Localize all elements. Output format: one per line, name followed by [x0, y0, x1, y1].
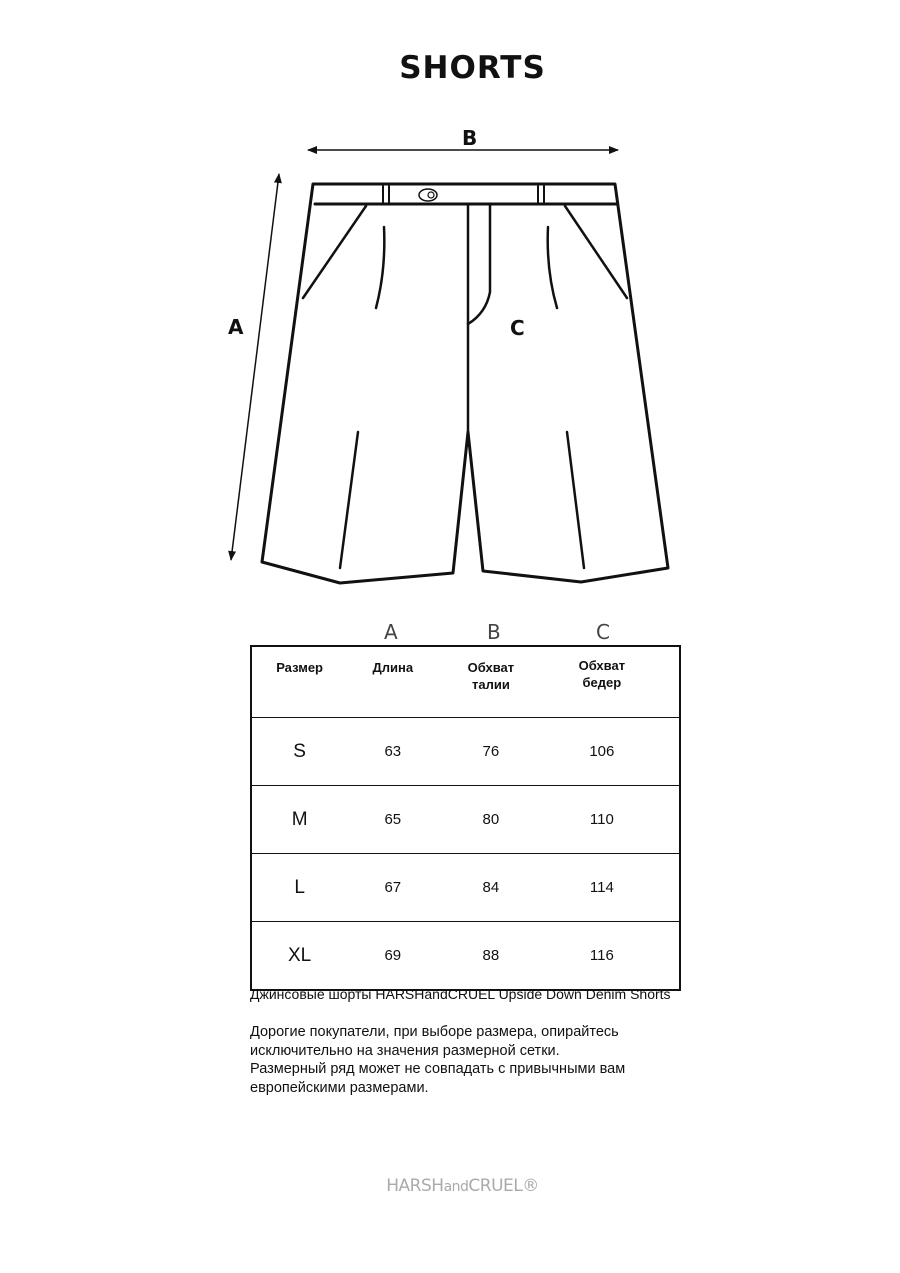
header-size: Размер — [251, 646, 347, 718]
cell-length: 65 — [347, 786, 438, 854]
column-letter-a: A — [384, 620, 398, 644]
note-line: Дорогие покупатели, при выборе размера, опирайтесь — [250, 1024, 619, 1040]
header-hips: Обхват бедер — [543, 646, 660, 718]
sizing-note — [250, 1023, 670, 1097]
brand-logo: HARSHandCRUEL® — [386, 1176, 539, 1196]
header-waist: Обхват талии — [438, 646, 543, 718]
cell-size: M — [251, 786, 347, 854]
dimension-label-c: C — [510, 316, 525, 340]
header-length: Длина — [347, 646, 438, 718]
cell-size: S — [251, 718, 347, 786]
shorts-diagram — [0, 0, 900, 620]
cell-waist: 76 — [438, 718, 543, 786]
table-header-row — [251, 646, 680, 718]
size-table — [250, 645, 681, 991]
note-line: европейскими размерами. — [250, 1079, 429, 1096]
cell-length: 63 — [347, 718, 438, 786]
product-caption: Джинсовые шорты HARSHandCRUEL Upside Down Denim Shorts — [250, 986, 671, 1002]
cell-waist: 80 — [438, 786, 543, 854]
dimension-label-b: B — [462, 126, 478, 150]
column-letter-b: B — [487, 620, 501, 644]
table-row — [251, 786, 680, 854]
note-line: Размерный ряд может не совпадать с привычными вам — [250, 1061, 626, 1077]
cell-waist: 84 — [438, 854, 543, 922]
dimension-label-a: A — [228, 315, 244, 339]
cell-hips: 116 — [589, 947, 614, 964]
cell-length: 67 — [347, 854, 438, 922]
note-line: исключительно на значения размерной сетки. — [250, 1042, 560, 1059]
cell-waist: 88 — [482, 947, 500, 964]
column-letter-c: C — [596, 620, 610, 644]
cell-hips: 106 — [543, 718, 660, 786]
page-title: SHORTS — [399, 50, 546, 86]
cell-length: 69 — [384, 947, 402, 964]
cell-hips: 114 — [543, 854, 660, 922]
table-row — [251, 718, 680, 786]
cell-hips: 110 — [543, 786, 660, 854]
cell-size: L — [251, 854, 347, 922]
shorts-outline — [262, 184, 668, 583]
table-row — [251, 854, 680, 922]
cell-size: XL — [287, 944, 312, 966]
table-row — [251, 922, 680, 991]
